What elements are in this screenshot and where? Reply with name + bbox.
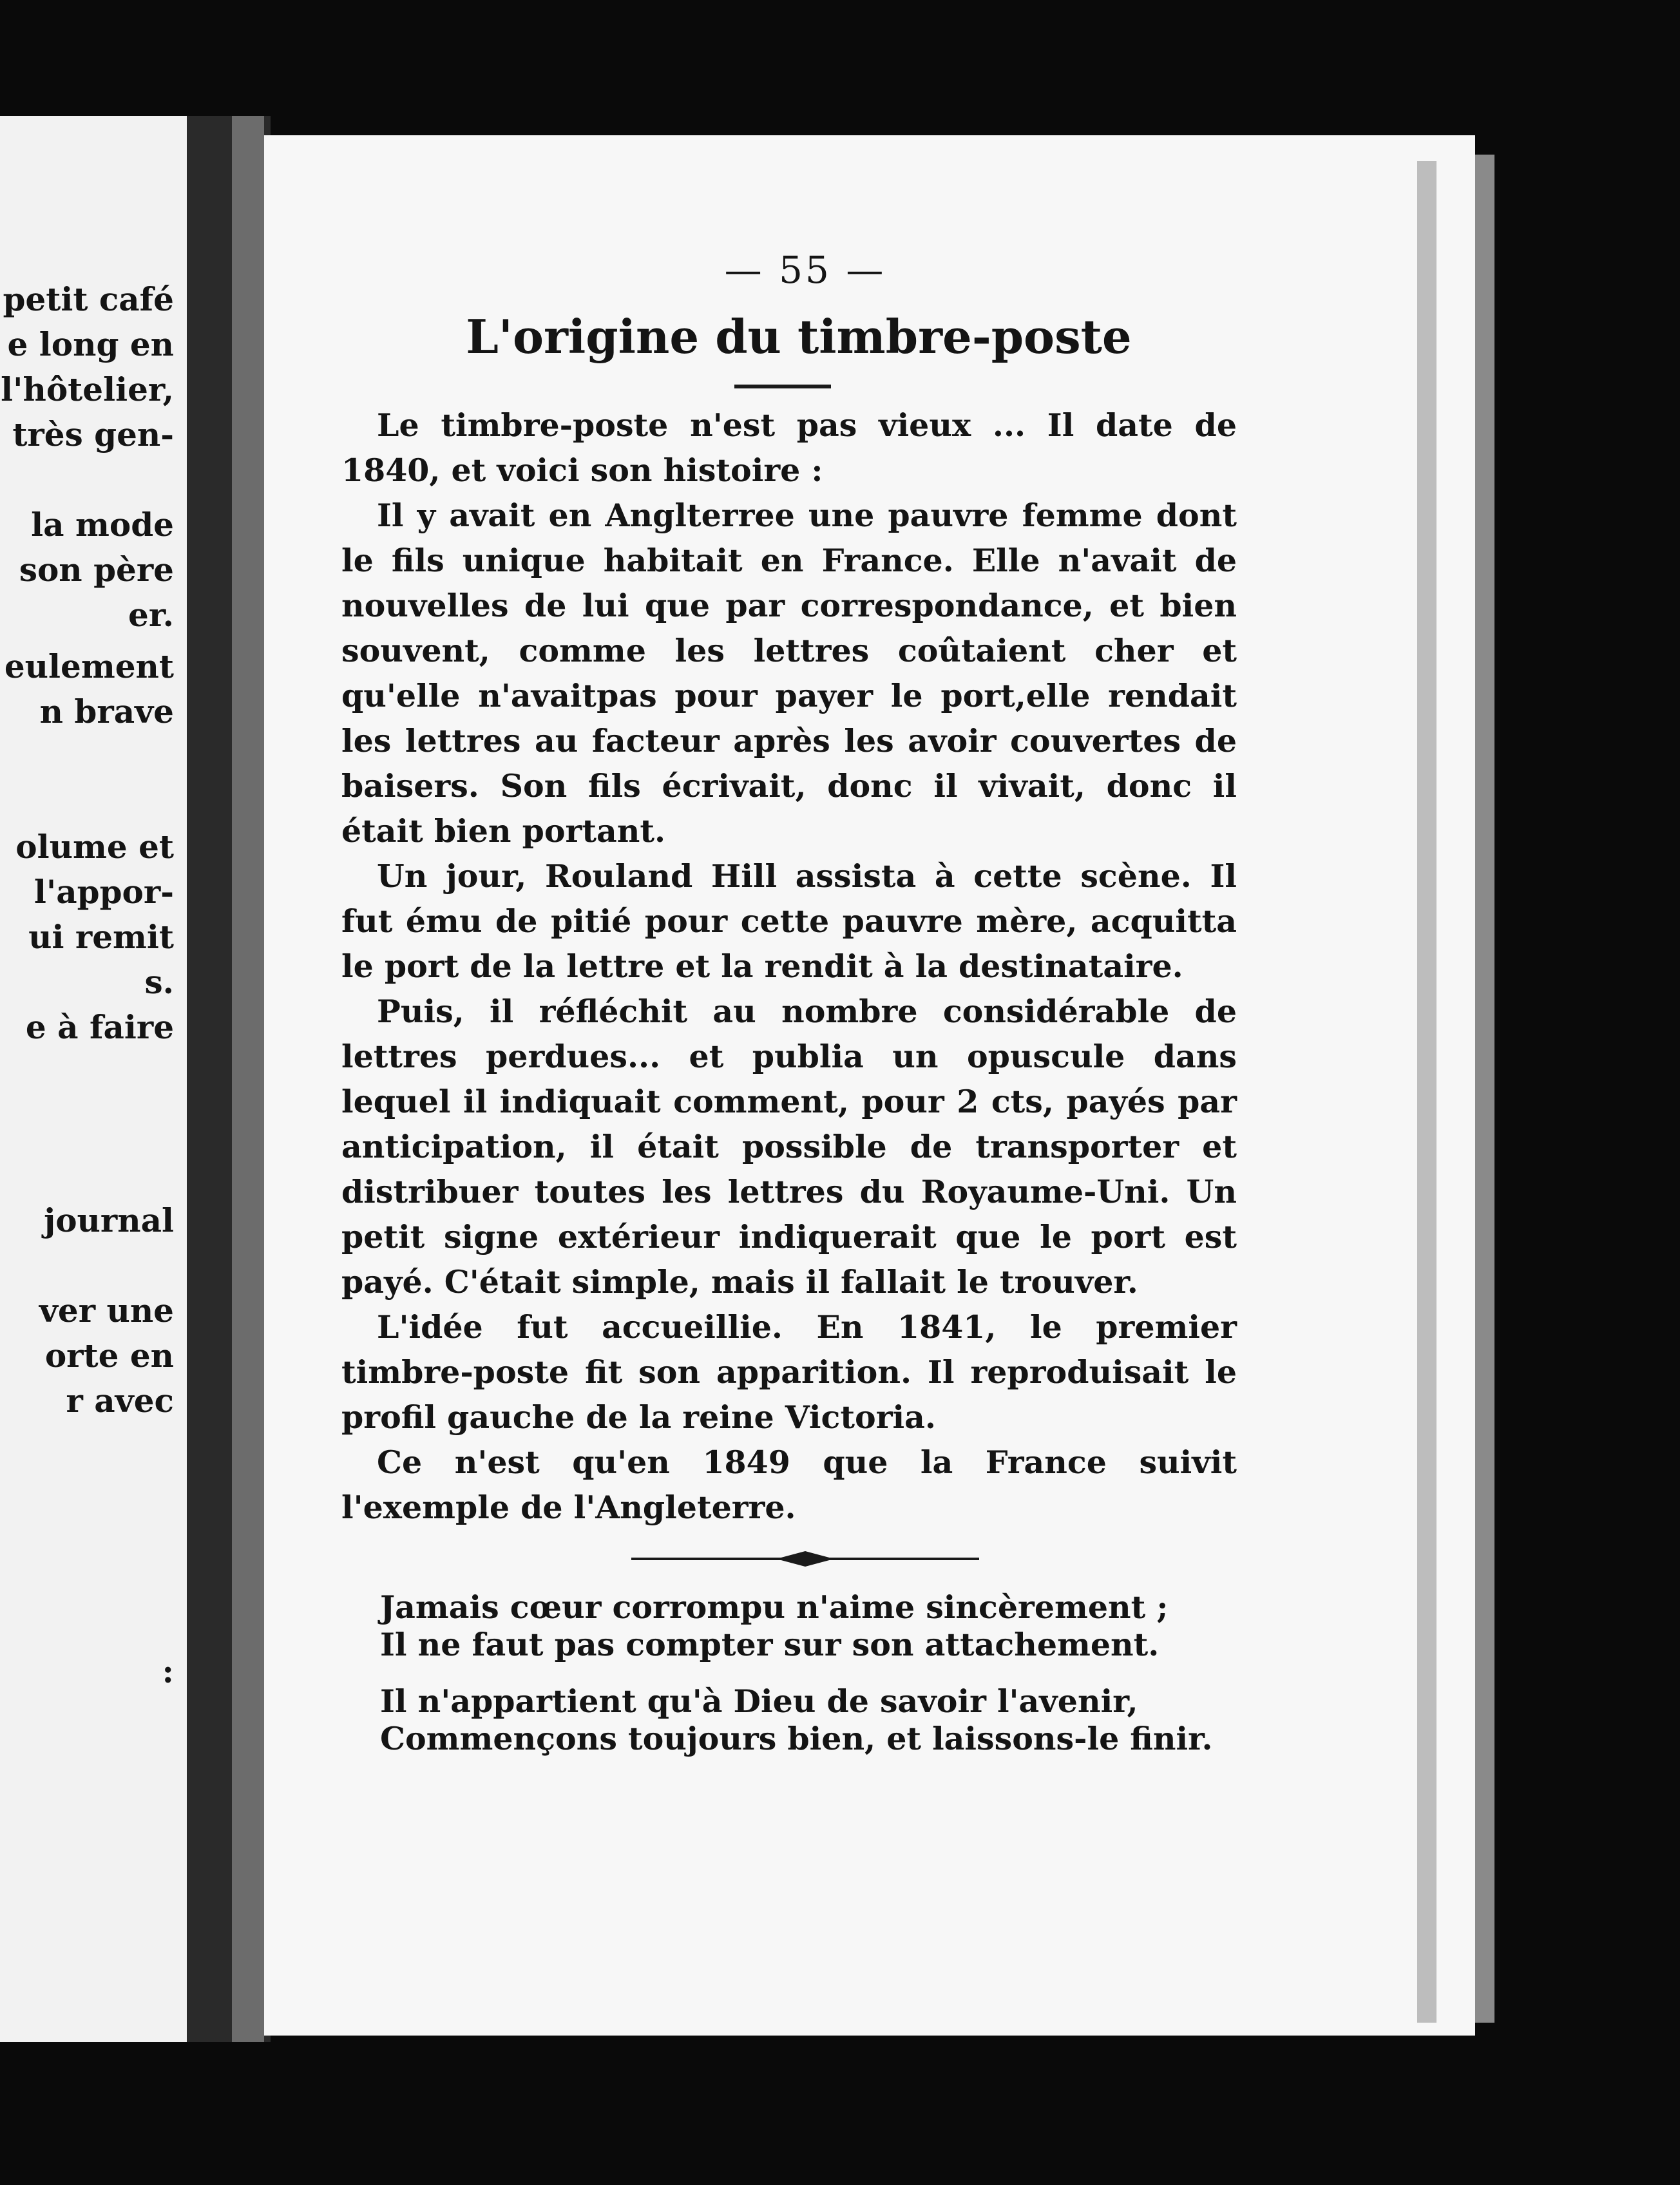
couplet <box>380 1683 1269 1757</box>
verse-line: Jamais cœur corrompu n'aime sincèrement ; <box>380 1589 1169 1626</box>
left-page-line: s. <box>144 963 174 1001</box>
divider-ornament <box>631 1546 979 1572</box>
left-page-line: journal <box>44 1201 174 1239</box>
left-page-line: e long en <box>7 325 174 363</box>
left-page-line: : <box>162 1652 174 1690</box>
left-page-line: l'hôtelier, <box>1 370 174 408</box>
paragraph: Puis, il réfléchit au nombre considérable de lettres perdues... et publia un opuscule dans lequel il indiquait comment, pour 2 cts, payés par anticipation, il était possible de transporter et distribuer toutes les lettres du Royaume-Uni. Un petit signe extérieur indiquerait que le port est payé. C'était simple, mais il fallait le trouver. <box>341 993 1237 1301</box>
page-number: — 55 — <box>724 248 886 292</box>
paragraph: Ce n'est qu'en 1849 que la France suivit l'exemple de l'Angleterre. <box>341 1444 1237 1526</box>
left-page-line: ver une <box>39 1292 174 1330</box>
verse-line: Il ne faut pas compter sur son attachement. <box>380 1626 1160 1663</box>
left-page-line: la mode <box>31 506 174 544</box>
verse-line: Il n'appartient qu'à Dieu de savoir l'avenir, <box>380 1683 1138 1720</box>
page-edge-shadow <box>1417 161 1437 2023</box>
paragraph: Il y avait en Anglterree une pauvre femme dont le fils unique habitait en France. Elle n'avait de nouvelles de lui que par correspondance, et bien souvent, comme les lettres coûtaient cher et qu'elle n'avaitpas pour payer le port,elle rendait les lettres au facteur après les avoir couvertes de baisers. Son fils écrivait, donc il vivait, donc il était bien portant. <box>341 497 1237 850</box>
left-page-line: orte en <box>44 1337 174 1375</box>
paragraph: Un jour, Rouland Hill assista à cette scène. Il fut ému de pitié pour cette pauvre mère, acquitta le port de la lettre et la rendit à la destinataire. <box>341 857 1237 985</box>
left-page-line: l'appor- <box>33 873 174 911</box>
left-page-line: très gen- <box>12 415 174 453</box>
left-page-line: eulement <box>4 647 174 685</box>
page-title: L'origine du timbre-poste <box>466 309 1132 364</box>
left-page-line: ui remit <box>28 918 174 956</box>
verse-line: Commençons toujours bien, et laissons-le finir. <box>380 1720 1213 1757</box>
title-rule <box>734 385 831 388</box>
paragraph: Le timbre-poste n'est pas vieux ... Il date de 1840, et voici son histoire : <box>341 406 1237 489</box>
verse-block <box>380 1589 1269 1777</box>
left-page-line: r avec <box>66 1382 174 1420</box>
left-page-line: olume et <box>15 828 174 866</box>
left-page-line: er. <box>128 596 174 634</box>
article-body <box>341 403 1237 1530</box>
left-page-line: son père <box>19 551 174 589</box>
left-page-line: e à faire <box>25 1008 174 1046</box>
left-page-line: petit café <box>3 280 174 318</box>
couplet <box>380 1589 1269 1663</box>
paragraph: L'idée fut accueillie. En 1841, le premier timbre-poste fit son apparition. Il reproduisait le profil gauche de la reine Victoria. <box>341 1308 1237 1436</box>
gutter-shadow <box>232 116 264 2042</box>
left-page-line: n brave <box>39 692 174 730</box>
